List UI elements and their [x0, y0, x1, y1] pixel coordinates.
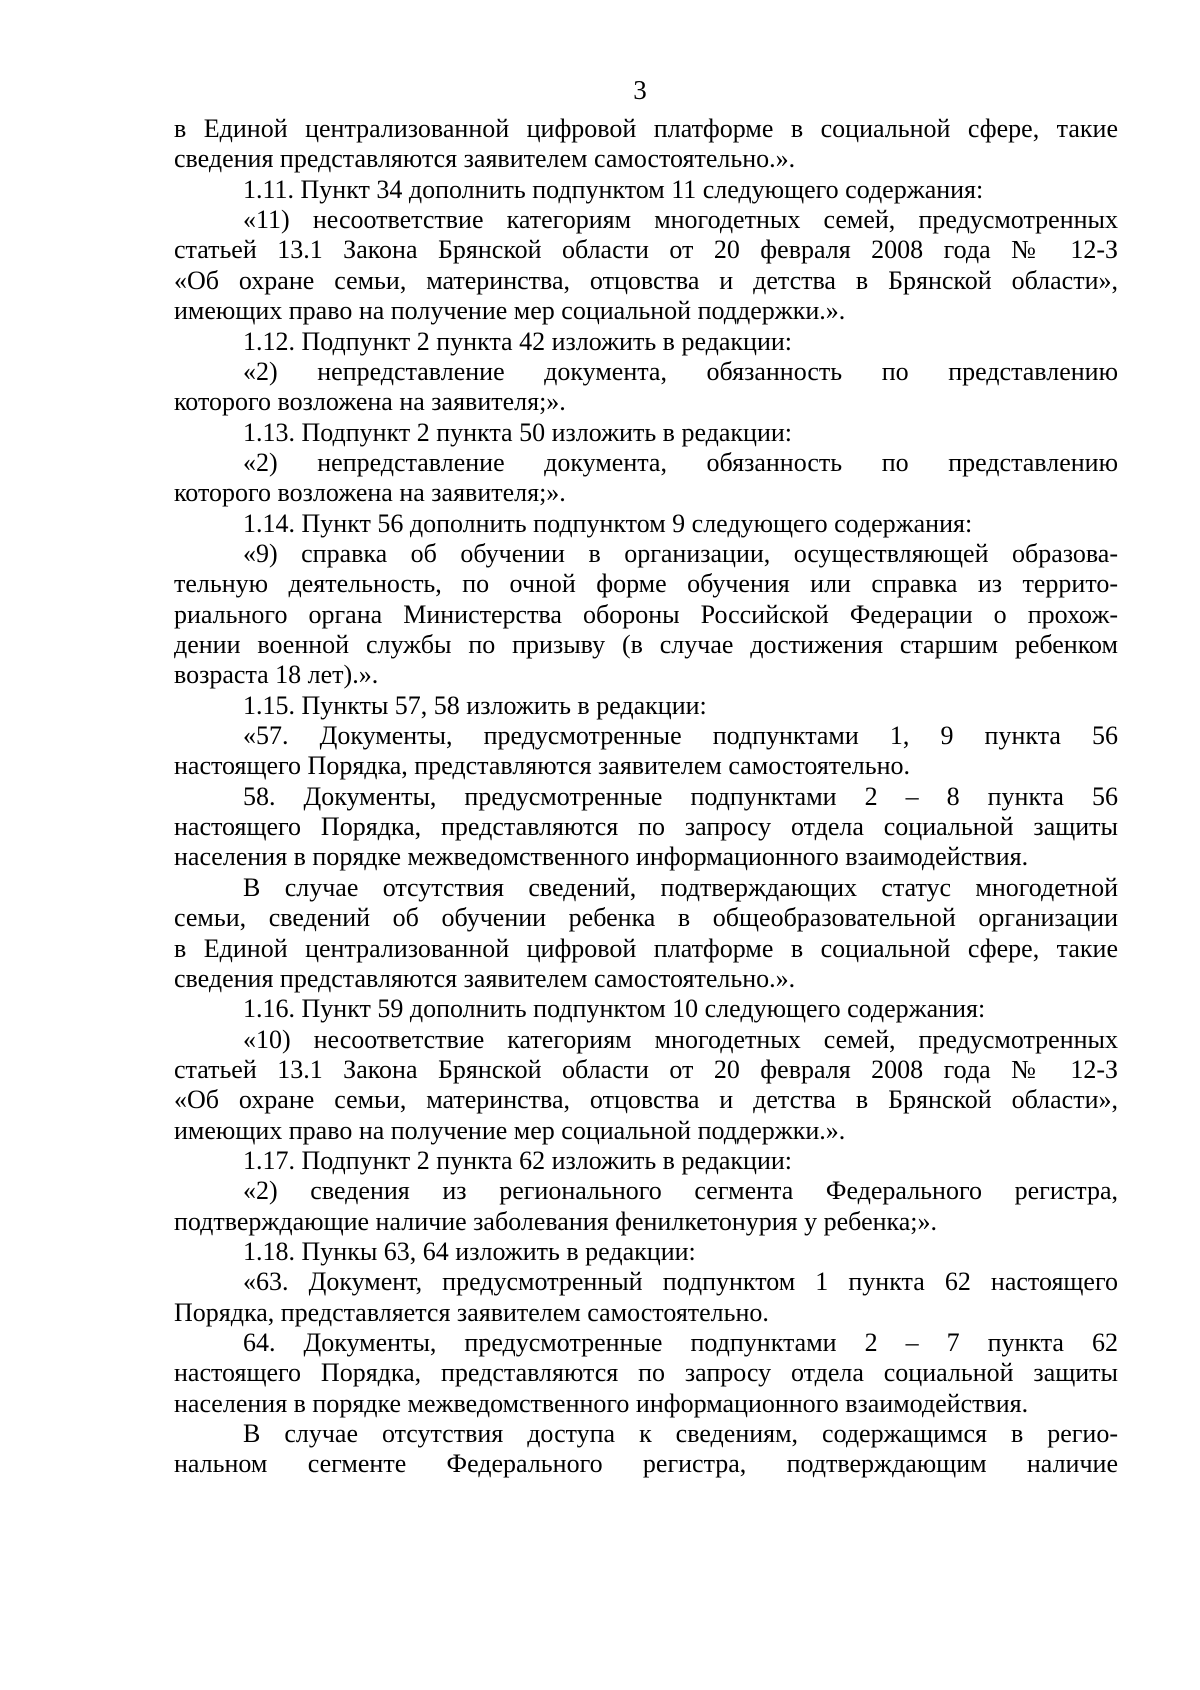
text-line: «11) несоответствие категориям многодетных семей, предусмотренных	[243, 205, 1118, 235]
text-line: настоящего Порядка, представляются заявителем самостоятельно.	[174, 751, 911, 781]
text-line: 1.11. Пункт 34 дополнить подпунктом 11 следующего содержания:	[243, 174, 984, 204]
text-line: подтверждающие наличие заболевания фенилкетонурия у ребенка;».	[174, 1206, 938, 1236]
text-line: Порядка, представляется заявителем самостоятельно.	[174, 1297, 769, 1327]
text-line: населения в порядке межведомственного информационного взаимодействия.	[174, 1388, 1029, 1418]
text-line: «9) справка об обучении в организации, осуществляющей образова-	[243, 538, 1118, 568]
page-number: 3	[633, 75, 647, 105]
text-line: В случае отсутствия доступа к сведениям, содержащимся в регио-	[243, 1419, 1118, 1448]
text-line: 1.17. Подпункт 2 пункта 62 изложить в редакции:	[243, 1145, 793, 1175]
text-line: «10) несоответствие категориям многодетных семей, предусмотренных	[243, 1024, 1118, 1054]
text-line: статьей 13.1 Закона Брянской области от 20 февраля 2008 года № 12-З	[174, 235, 1118, 265]
text-line: семьи, сведений об обучении ребенка в общеобразовательной организации	[174, 903, 1118, 933]
text-line: 1.13. Подпункт 2 пункта 50 изложить в редакции:	[243, 417, 793, 447]
text-line: настоящего Порядка, представляются по запросу отдела социальной защиты	[174, 1358, 1118, 1388]
text-line: 1.15. Пункты 57, 58 изложить в редакции:	[243, 690, 707, 720]
text-line: населения в порядке межведомственного информационного взаимодействия.	[174, 842, 1029, 872]
text-line: сведения представляются заявителем самостоятельно.».	[174, 144, 796, 174]
text-line: статьей 13.1 Закона Брянской области от 20 февраля 2008 года № 12-З	[174, 1054, 1118, 1084]
text-line: «Об охране семьи, материнства, отцовства и детства в Брянской области»,	[174, 265, 1118, 295]
text-line: тельную деятельность, по очной форме обучения или справка из террито-	[174, 569, 1118, 599]
text-line: которого возложена на заявителя;».	[174, 387, 566, 417]
text-line: настоящего Порядка, представляются по запросу отдела социальной защиты	[174, 812, 1118, 842]
text-line: «2) непредставление документа, обязанность по представлению	[243, 447, 1118, 477]
text-line: 64. Документы, предусмотренные подпунктами 2 – 7 пункта 62	[243, 1328, 1118, 1357]
text-line: в Единой централизованной цифровой платформе в социальной сфере, такие	[174, 114, 1118, 143]
text-line: 58. Документы, предусмотренные подпунктами 2 – 8 пункта 56	[243, 781, 1118, 811]
text-line: сведения представляются заявителем самостоятельно.».	[174, 963, 796, 993]
text-line: нальном сегменте Федерального регистра, подтверждающим наличие	[174, 1449, 1118, 1479]
text-line: имеющих право на получение мер социальной поддержки.».	[174, 296, 846, 326]
text-line: 1.12. Подпункт 2 пункта 42 изложить в редакции:	[243, 326, 793, 356]
text-line: имеющих право на получение мер социальной поддержки.».	[174, 1115, 846, 1145]
text-line: «63. Документ, предусмотренный подпунктом 1 пункта 62 настоящего	[243, 1267, 1118, 1297]
text-line: риального органа Министерства обороны Российской Федерации о прохож-	[174, 599, 1118, 629]
text-line: «Об охране семьи, материнства, отцовства и детства в Брянской области»,	[174, 1085, 1118, 1115]
text-line: В случае отсутствия сведений, подтверждающих статус многодетной	[243, 872, 1118, 902]
text-line: «2) сведения из регионального сегмента Федерального регистра,	[243, 1176, 1118, 1206]
text-line: которого возложена на заявителя;».	[174, 478, 566, 508]
text-line: 1.16. Пункт 59 дополнить подпунктом 10 следующего содержания:	[243, 994, 986, 1024]
text-line: «2) непредставление документа, обязанность по представлению	[243, 356, 1118, 386]
text-line: «57. Документы, предусмотренные подпунктами 1, 9 пункта 56	[243, 721, 1118, 750]
text-line: дении военной службы по призыву (в случае достижения старшим ребенком	[174, 630, 1118, 659]
text-line: 1.18. Пункы 63, 64 изложить в редакции:	[243, 1237, 696, 1266]
text-line: в Единой централизованной цифровой платформе в социальной сфере, такие	[174, 933, 1118, 963]
text-line: 1.14. Пункт 56 дополнить подпунктом 9 следующего содержания:	[243, 508, 973, 538]
text-line: возраста 18 лет).».	[174, 660, 379, 690]
